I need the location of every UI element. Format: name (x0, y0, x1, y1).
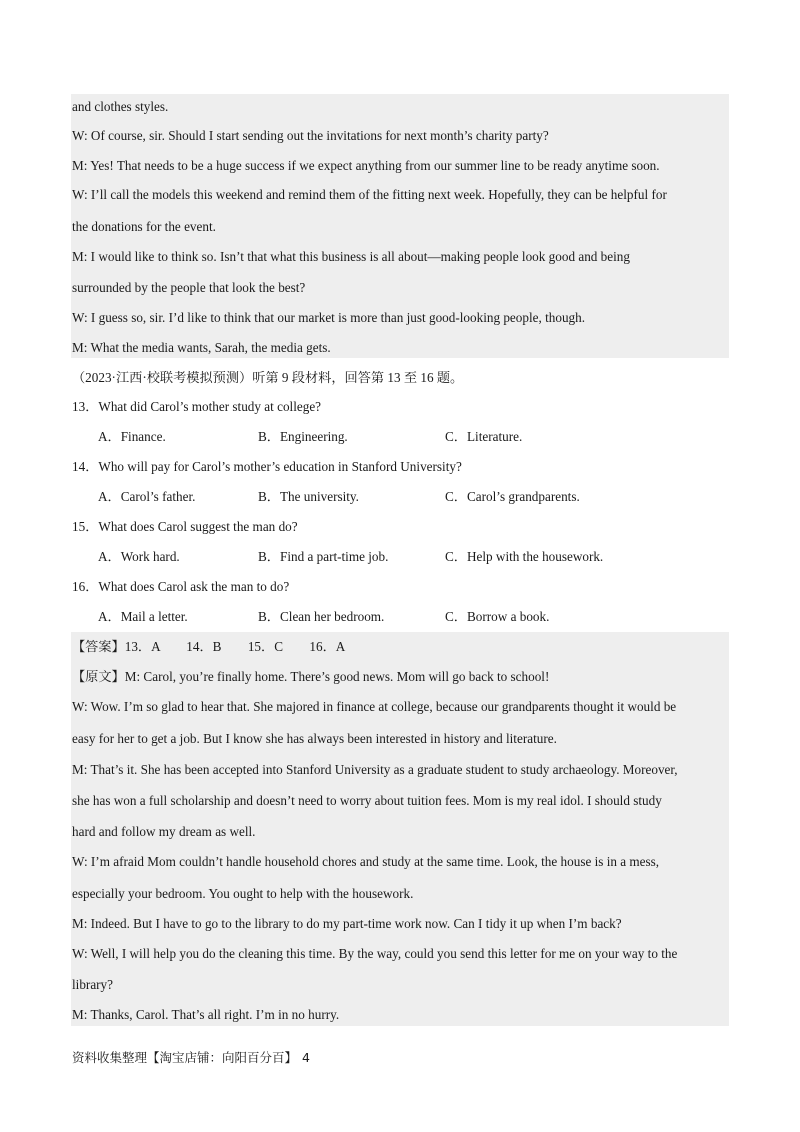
transcript-line: surrounded by the people that look the best? (72, 280, 306, 295)
transcript-line: 【原文】M: Carol, you’re finally home. There’s good news. Mom will go back to school! (72, 669, 550, 684)
transcript-line: W: Wow. I’m so glad to hear that. She majored in finance at college, because our grandparents thought it would be (72, 699, 677, 714)
option-14-c: C．Carol’s grandparents. (445, 489, 580, 504)
question-16: 16．What does Carol ask the man to do? (72, 579, 290, 594)
transcript-line: M: What the media wants, Sarah, the media gets. (72, 340, 331, 355)
option-15-c: C．Help with the housework. (445, 549, 604, 564)
transcript-line: W: I’ll call the models this weekend and remind them of the fitting next week. Hopefully, they can be helpful for (72, 187, 667, 202)
option-14-a: A．Carol’s father. (98, 489, 196, 504)
transcript-line: M: Thanks, Carol. That’s all right. I’m in no hurry. (72, 1007, 340, 1022)
transcript-line: W: I guess so, sir. I’d like to think that our market is more than just good-looking people, though. (72, 310, 586, 325)
transcript-line: and clothes styles. (72, 99, 169, 114)
transcript-line: library? (72, 977, 114, 992)
transcript-line: hard and follow my dream as well. (72, 824, 256, 839)
option-16-b: B．Clean her bedroom. (258, 609, 385, 624)
transcript-line: M: That’s it. She has been accepted into Stanford University as a graduate student to study archaeology. Moreover, (72, 762, 678, 777)
question-15: 15．What does Carol suggest the man do? (72, 519, 298, 534)
footer-source: 资料收集整理【淘宝店铺：向阳百分百】 (72, 1050, 298, 1065)
option-13-b: B．Engineering. (258, 429, 348, 444)
transcript-line: M: Indeed. But I have to go to the library to do my part-time work now. Can I tidy it up when I’m back? (72, 916, 622, 931)
transcript-line: she has won a full scholarship and doesn’t need to worry about tuition fees. Mom is my real idol. I should study (72, 793, 662, 808)
question-13: 13．What did Carol’s mother study at college? (72, 399, 322, 414)
transcript-line: the donations for the event. (72, 219, 216, 234)
answer-key: 【答案】13．A 14．B 15．C 16．A (72, 639, 346, 654)
transcript-line: W: Of course, sir. Should I start sending out the invitations for next month’s charity party? (72, 128, 549, 143)
transcript-line: easy for her to get a job. But I know she has always been interested in history and literature. (72, 731, 557, 746)
section-intro: （2023·江西·校联考模拟预测）听第 9 段材料，回答第 13 至 16 题。 (72, 370, 464, 385)
option-13-c: C．Literature. (445, 429, 523, 444)
question-14: 14．Who will pay for Carol’s mother’s education in Stanford University? (72, 459, 462, 474)
transcript-line: W: I’m afraid Mom couldn’t handle household chores and study at the same time. Look, the house is in a mess, (72, 854, 660, 869)
option-16-a: A．Mail a letter. (98, 609, 188, 624)
option-13-a: A．Finance. (98, 429, 166, 444)
option-16-c: C．Borrow a book. (445, 609, 550, 624)
option-15-b: B．Find a part-time job. (258, 549, 389, 564)
transcript-line: especially your bedroom. You ought to help with the housework. (72, 886, 414, 901)
option-15-a: A．Work hard. (98, 549, 180, 564)
transcript-line: W: Well, I will help you do the cleaning this time. By the way, could you send this letter for me on your way to the (72, 946, 678, 961)
page-number: 4 (302, 1050, 310, 1065)
transcript-line: M: I would like to think so. Isn’t that what this business is all about—making people look good and being (72, 249, 630, 264)
transcript-line: M: Yes! That needs to be a huge success if we expect anything from our summer line to be ready anytime soon. (72, 158, 660, 173)
option-14-b: B．The university. (258, 489, 359, 504)
